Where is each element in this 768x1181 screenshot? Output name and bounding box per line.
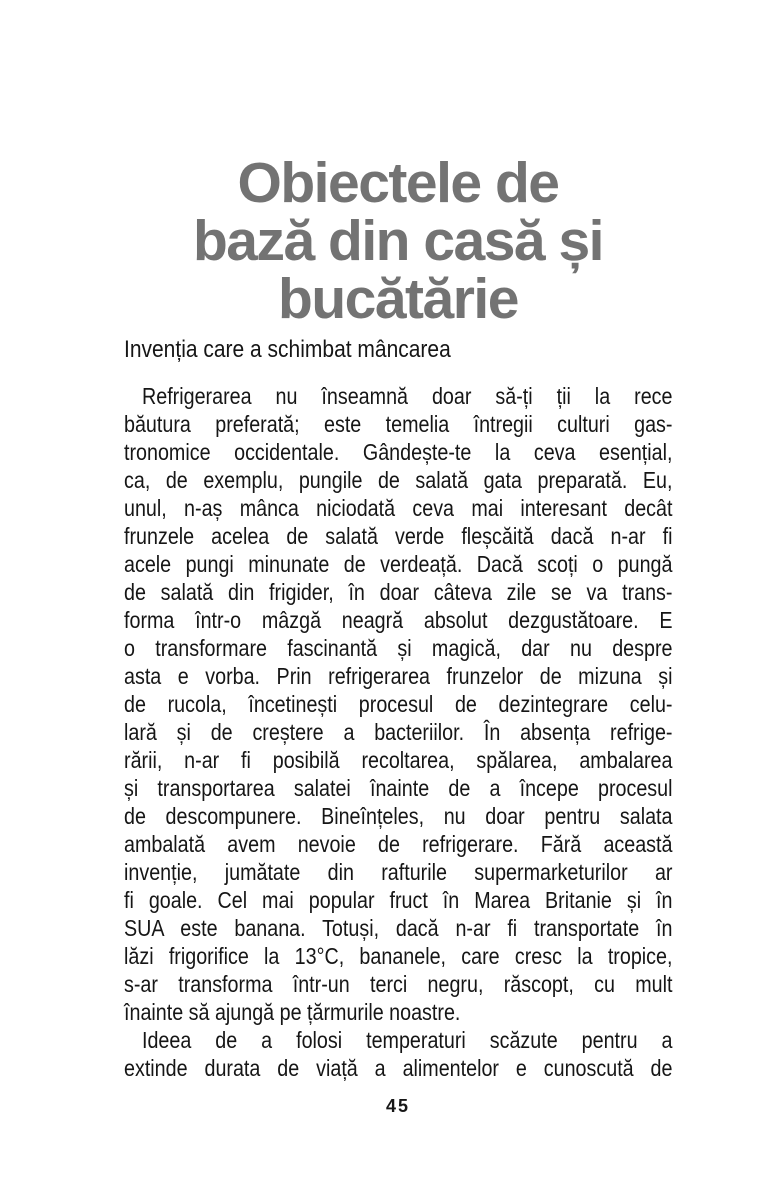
body-line: Refrigerarea nu înseamnă doar să-ți ții la rece <box>141 383 673 409</box>
section-subtitle: Invenția care a schimbat mâncarea <box>124 336 451 363</box>
body-line: forma într-o mâzgă neagră absolut dezgustătoare. E <box>124 607 673 633</box>
body-paragraphs <box>124 382 672 1082</box>
body-line: fi goale. Cel mai popular fruct în Marea Britanie și în <box>124 887 673 913</box>
body-line: tronomice occidentale. Gândește-te la ceva esențial, <box>124 439 673 465</box>
body-line: SUA este banana. Totuși, dacă n-ar fi transportate în <box>124 915 673 941</box>
body-line: lară și de creștere a bacteriilor. În absența refrige- <box>124 719 673 745</box>
body-line: Ideea de a folosi temperaturi scăzute pentru a <box>141 1027 673 1053</box>
body-line: invenție, jumătate din rafturile supermarketurilor ar <box>124 859 673 885</box>
body-line: extinde durata de viață a alimentelor e cunoscută de <box>124 1055 673 1081</box>
text-column <box>124 336 672 1082</box>
body-line: de rucola, încetinești procesul de dezintegrare celu- <box>124 691 673 717</box>
chapter-title-line: Obiectele de <box>237 151 559 216</box>
body-line: și transportarea salatei înainte de a începe procesul <box>124 775 673 801</box>
body-line: acele pungi minunate de verdeață. Dacă scoți o pungă <box>124 551 673 577</box>
body-line: o transformare fascinantă și magică, dar nu despre <box>124 635 673 661</box>
body-line: ambalată avem nevoie de refrigerare. Fără această <box>124 831 673 857</box>
body-line: de salată din frigider, în doar câteva zile se va trans- <box>124 579 673 605</box>
body-line: s-ar transforma într-un terci negru, răscopt, cu mult <box>124 971 673 997</box>
body-line: frunzele acelea de salată verde fleșcăită dacă n-ar fi <box>124 523 673 549</box>
body-line: lăzi frigorifice la 13°C, bananele, care cresc la tropice, <box>124 943 673 969</box>
body-line: băutura preferată; este temelia întregii culturi gas- <box>124 411 673 437</box>
chapter-title-line: bază din casă și <box>192 209 604 274</box>
chapter-title-line: bucătărie <box>278 267 518 332</box>
body-line: înainte să ajungă pe țărmurile noastre. <box>124 999 461 1025</box>
body-line: asta e vorba. Prin refrigerarea frunzelor de mizuna și <box>124 663 673 689</box>
body-line: de descompunere. Bineînțeles, nu doar pentru salata <box>124 803 673 829</box>
body-line: rării, n-ar fi posibilă recoltarea, spălarea, ambalarea <box>124 747 673 773</box>
chapter-title <box>124 151 672 332</box>
body-line: unul, n-aș mânca niciodată ceva mai interesant decât <box>124 495 673 521</box>
page-number: 45 <box>385 1096 411 1116</box>
body-line: ca, de exemplu, pungile de salată gata preparată. Eu, <box>124 467 673 493</box>
